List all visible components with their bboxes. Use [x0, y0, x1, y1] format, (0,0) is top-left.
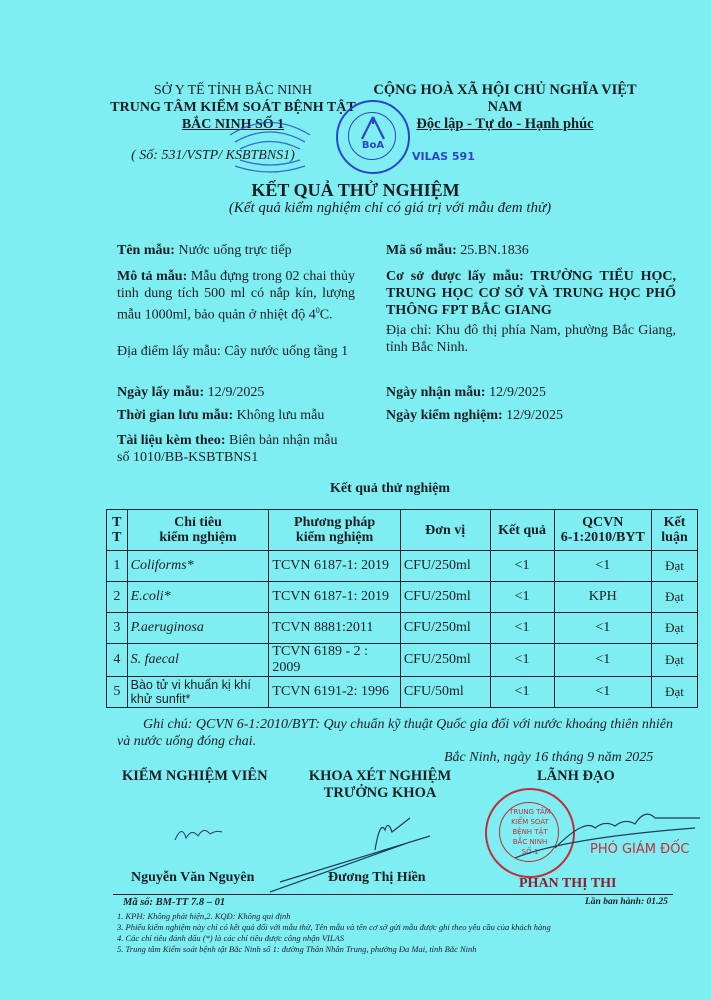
cell-tt: 3 [107, 613, 128, 644]
sample-code: Mã số mẫu: 25.BN.1836 [386, 243, 529, 258]
cell-method: TCVN 6189 - 2 : 2009 [269, 644, 400, 677]
cell-standard: <1 [554, 613, 651, 644]
inspector-title: KIỂM NGHIỆM VIÊN [122, 768, 268, 784]
footer-note: 1. KPH: Không phát hiện,2. KQĐ: Không qui định [117, 911, 291, 921]
cell-conclusion: Đạt [652, 677, 698, 708]
footnote-standard: Ghi chú: QCVN 6-1:2010/BYT: Quy chuẩn kỹ thuật Quốc gia đối với nước khoáng thiên nhiên và nước uống đóng chai. [117, 717, 673, 749]
cell-standard: KPH [554, 582, 651, 613]
cell-method: TCVN 6191-2: 1996 [269, 677, 400, 708]
col-conclusion: Kết luận [652, 510, 698, 551]
department-signature-icon [260, 810, 450, 900]
agency-name-line2: BẮC NINH SỐ 1 [181, 117, 285, 132]
leader-signature-icon [505, 808, 705, 868]
col-result: Kết quả [490, 510, 554, 551]
cell-unit: CFU/250ml [400, 644, 490, 677]
cell-method: TCVN 8881:2011 [269, 613, 400, 644]
cell-conclusion: Đạt [652, 551, 698, 582]
cell-result: <1 [490, 644, 554, 677]
table-row [107, 644, 698, 677]
stamp-line: KIỂM SOÁT [511, 818, 549, 826]
col-method: Phương pháp kiểm nghiệm [269, 510, 400, 551]
test-date: Ngày kiểm nghiệm: 12/9/2025 [386, 408, 563, 423]
cell-unit: CFU/250ml [400, 582, 490, 613]
leader-role: PHÓ GIÁM ĐỐC [590, 842, 690, 857]
cell-tt: 5 [107, 677, 128, 708]
boa-logo-icon [357, 115, 389, 141]
footer-divider [113, 894, 673, 895]
place-date: Bắc Ninh, ngày 16 tháng 9 năm 2025 [444, 750, 654, 765]
footer-note: 3. Phiếu kiểm nghiệm này chỉ có kết quả đối với mẫu thử, Tên mẫu và tên cơ sở gửi mẫu được ghi theo yêu cầu của khách hàng [117, 922, 551, 932]
document-number: ( Số: 531/VSTP/ KSBTBNS1) [131, 148, 295, 163]
col-tt: T T [107, 510, 128, 551]
stamp-line: BỆNH TẬT [512, 828, 548, 836]
table-row [107, 551, 698, 582]
inspector-name: Nguyễn Văn Nguyên [131, 870, 255, 885]
document-title: KẾT QUẢ THỬ NGHIỆM [251, 180, 460, 200]
col-unit: Đơn vị [400, 510, 490, 551]
cell-tt: 4 [107, 644, 128, 677]
boa-accreditation-stamp [336, 100, 410, 174]
storage-time: Thời gian lưu mẫu: Không lưu mẫu [117, 408, 325, 423]
results-table [106, 509, 698, 708]
document-subtitle: (Kết quả kiểm nghiệm chỉ có giá trị với mẫu đem thử) [228, 200, 552, 216]
department-title: KHOA XÉT NGHIỆM TRƯỞNG KHOA [308, 768, 452, 801]
cell-method: TCVN 6187-1: 2019 [269, 551, 400, 582]
cell-unit: CFU/250ml [400, 613, 490, 644]
attachment: Tài liệu kèm theo: Biên bản nhận mẫu số 1010/BB-KSBTBNS1 [117, 433, 338, 465]
cell-indicator: E.coli* [127, 582, 269, 613]
cell-standard: <1 [554, 644, 651, 677]
cell-result: <1 [490, 613, 554, 644]
vilas-number: VILAS 591 [412, 150, 475, 163]
cell-standard: <1 [554, 551, 651, 582]
boa-label: BoA [361, 140, 385, 151]
cell-conclusion: Đạt [652, 644, 698, 677]
stamp-line: BẮC NINH [512, 838, 548, 846]
form-code: Mã số: BM-TT 7.8 – 01 [123, 897, 226, 908]
facility-address: Địa chỉ: Khu đô thị phía Nam, phường Bắc Giang, tỉnh Bắc Ninh. [386, 323, 676, 355]
footer-note: 5. Trung tâm Kiểm soát bệnh tật Bắc Ninh số 1: đường Thân Nhân Trung, phường Đa Mai, tỉnh Bắc Ninh [117, 944, 477, 954]
cell-indicator: S. faecal [127, 644, 269, 677]
national-title: CỘNG HOÀ XÃ HỘI CHỦ NGHĨA VIỆT NAM [373, 82, 637, 115]
vilas-stamp-icon [210, 100, 330, 175]
department-head-name: Đương Thị Hiền [328, 870, 426, 885]
table-row [107, 613, 698, 644]
received-date: Ngày nhận mẫu: 12/9/2025 [386, 385, 546, 400]
cell-unit: CFU/50ml [400, 677, 490, 708]
stamp-line: TRUNG TÂM [509, 808, 551, 816]
cell-tt: 1 [107, 551, 128, 582]
cell-result: <1 [490, 551, 554, 582]
cell-conclusion: Đạt [652, 582, 698, 613]
sample-name: Tên mẫu: Nước uống trực tiếp [117, 243, 292, 258]
agency-ministry: SỞ Y TẾ TỈNH BẮC NINH [153, 83, 313, 98]
cell-standard: <1 [554, 677, 651, 708]
cell-indicator: Coliforms* [127, 551, 269, 582]
sampling-location: Địa điểm lấy mẫu: Cây nước uống tầng 1 [117, 344, 349, 359]
cell-tt: 2 [107, 582, 128, 613]
sampling-date: Ngày lấy mẫu: 12/9/2025 [117, 385, 265, 400]
cell-result: <1 [490, 582, 554, 613]
cell-indicator: P.aeruginosa [127, 613, 269, 644]
inspector-signature-icon [170, 820, 230, 850]
results-caption: Kết quả thử nghiệm [329, 481, 451, 496]
col-indicator: Chỉ tiêu kiểm nghiệm [127, 510, 269, 551]
cell-conclusion: Đạt [652, 613, 698, 644]
cell-result: <1 [490, 677, 554, 708]
footer-note: 4. Các chỉ tiêu đánh dấu (*) là các chỉ tiêu được công nhận VILAS [117, 933, 345, 943]
cell-method: TCVN 6187-1: 2019 [269, 582, 400, 613]
sampled-facility: Cơ sở được lấy mẫu: TRƯỜNG TIỂU HỌC, TRUNG HỌC CƠ SỞ VÀ TRUNG HỌC PHỔ THÔNG FPT BẮC GIANG [386, 269, 677, 318]
table-row [107, 582, 698, 613]
table-header-row [107, 510, 698, 551]
table-row [107, 677, 698, 708]
cell-unit: CFU/250ml [400, 551, 490, 582]
issue-number: Lần ban hành: 01.25 [585, 897, 668, 907]
leader-name: PHAN THỊ THI [519, 876, 617, 891]
col-standard: QCVN 6-1:2010/BYT [554, 510, 651, 551]
sample-description: Mô tả mẫu: Mẫu đựng trong 02 chai thủy tinh dung tích 500 ml có nắp kín, lượng mẫu 1000ml, bảo quản ở nhiệt độ $4^0C$. [117, 269, 355, 323]
leader-title: LÃNH ĐẠO [537, 768, 615, 784]
stamp-line: SỐ 1 [521, 848, 539, 856]
national-motto: Độc lập - Tự do - Hạnh phúc [416, 116, 594, 132]
agency-name: TRUNG TÂM KIỂM SOÁT BỆNH TẬT [110, 100, 356, 115]
cell-indicator: Bào tử vi khuẩn kị khí khử sunfit* [127, 677, 269, 708]
